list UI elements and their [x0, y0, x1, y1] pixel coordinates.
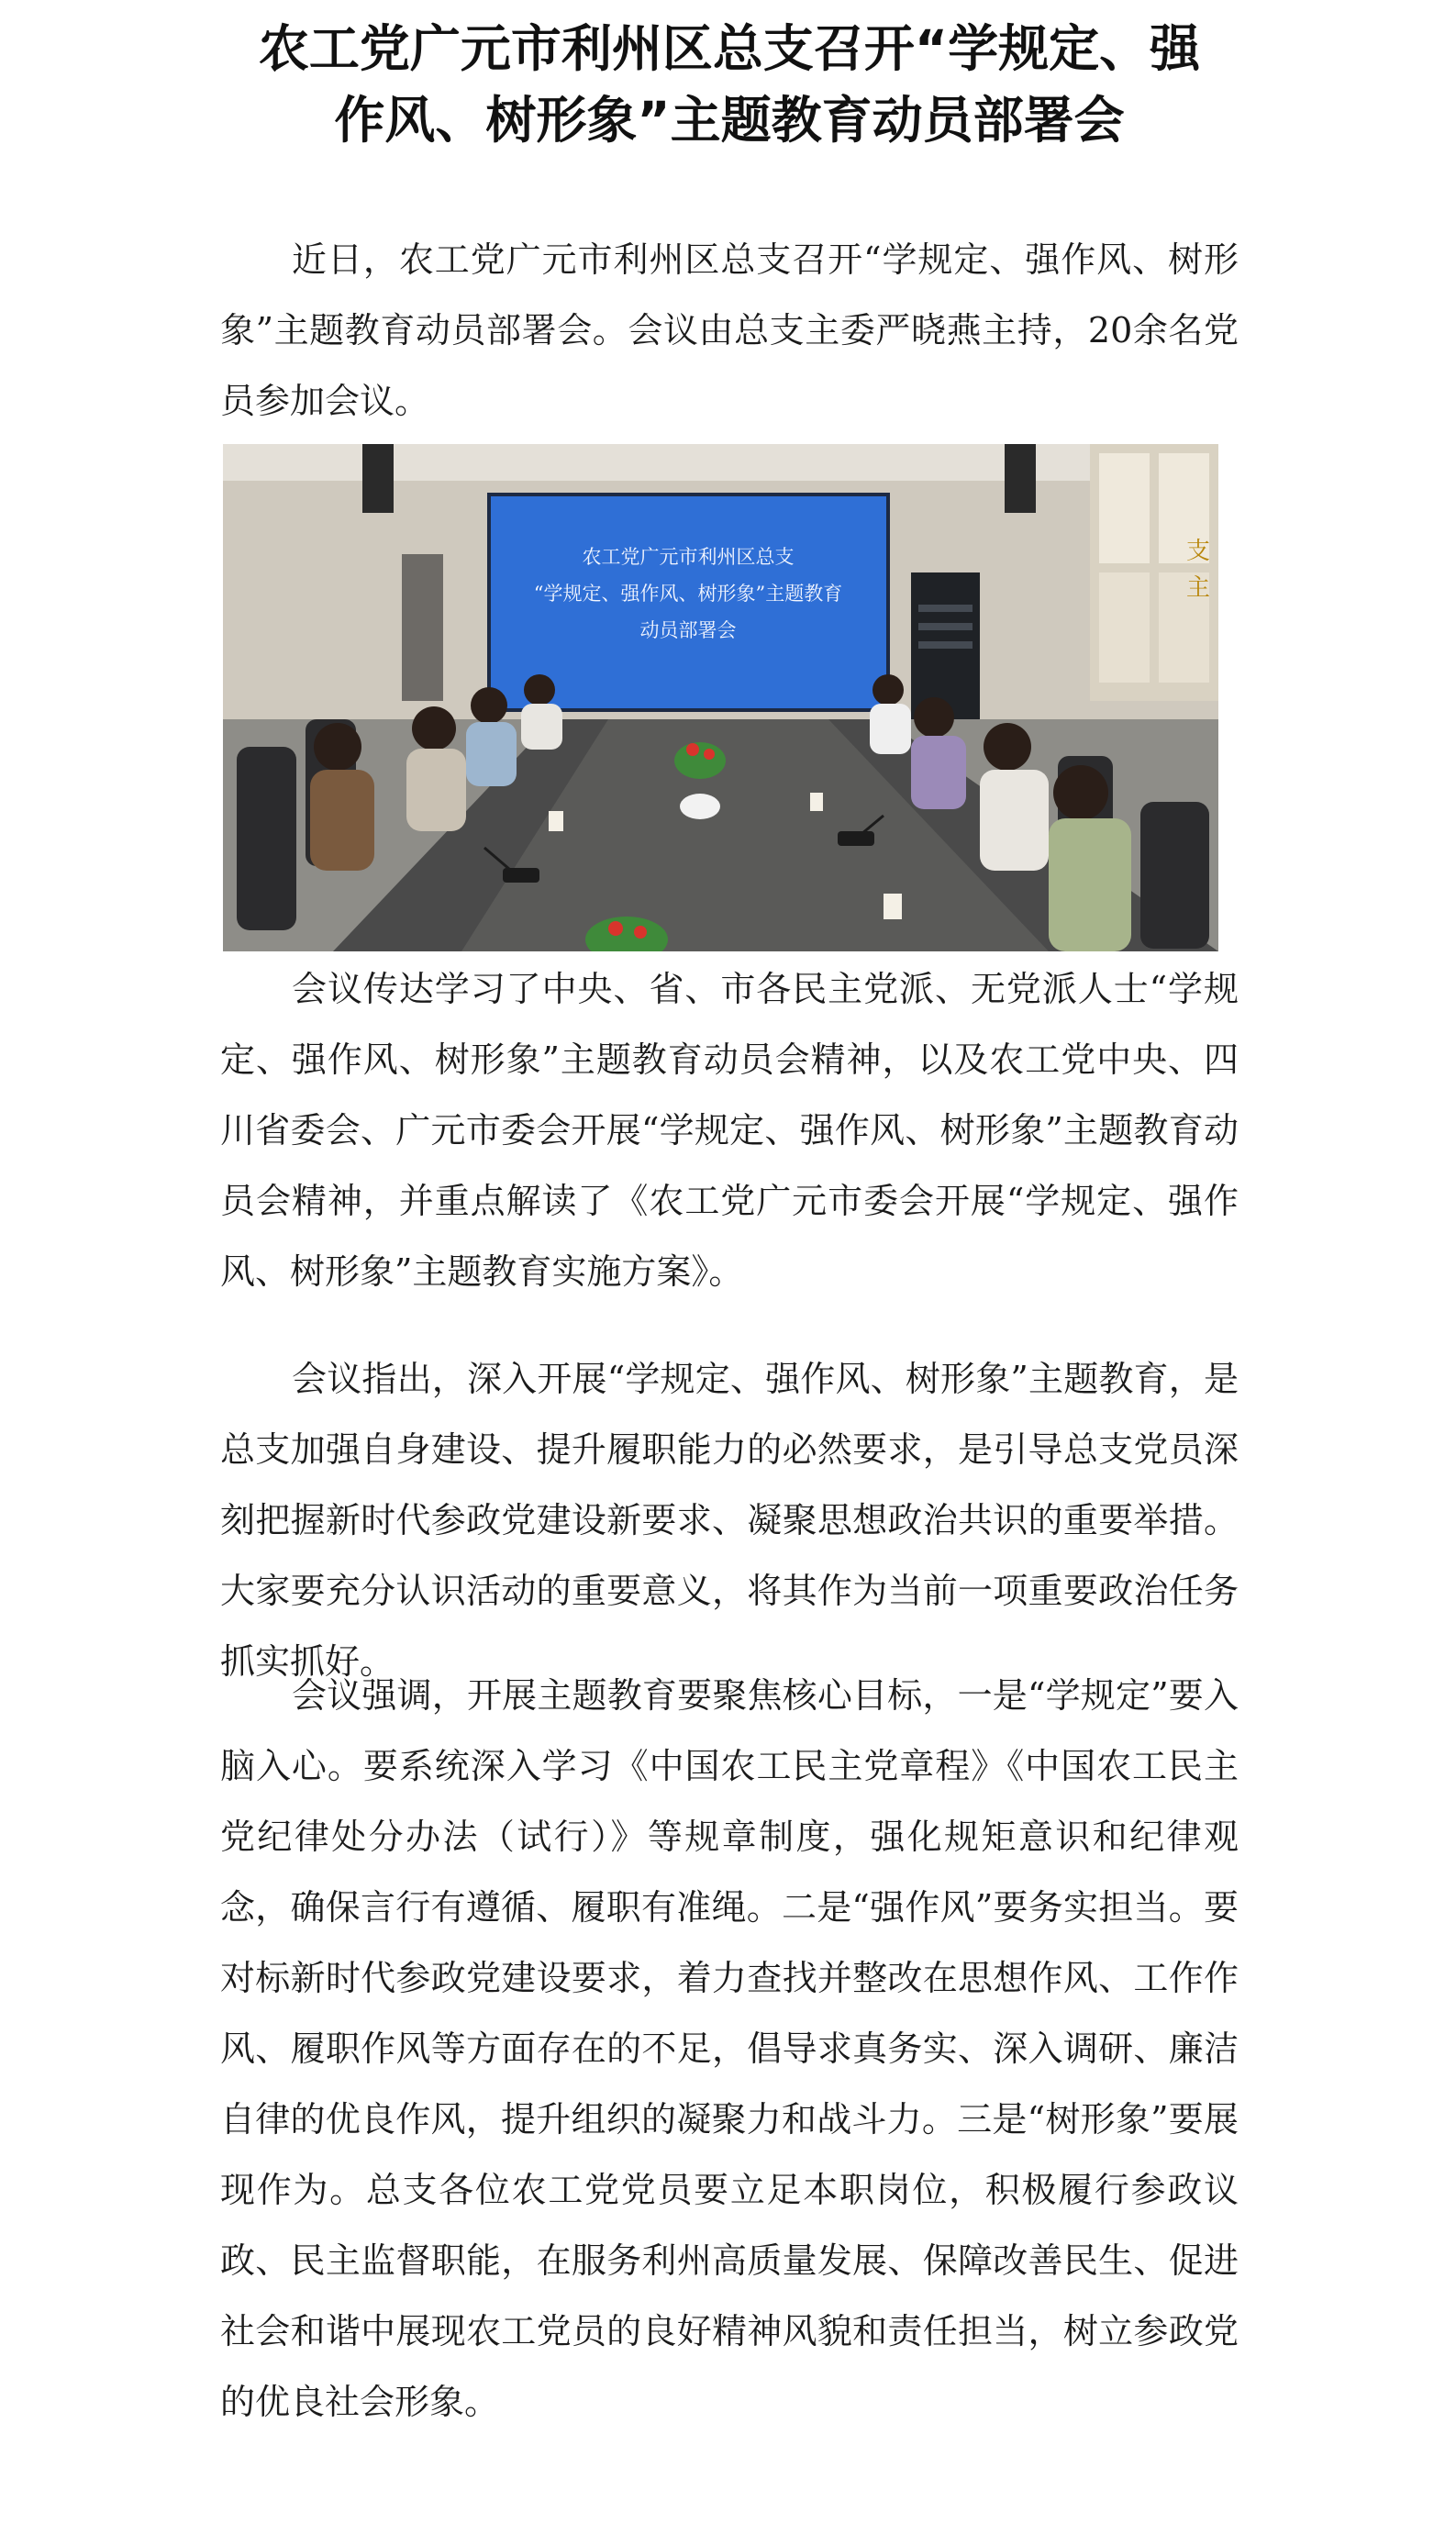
window-sign-char-1: 支: [1186, 538, 1211, 565]
screen-line-2: “学规定、强作风、树形象”主题教育: [533, 583, 843, 605]
paragraph-3: 会议指出，深入开展“学规定、强作风、树形象”主题教育，是总支加强自身建设、提升履职能力的必然要求，是引导总支党员深刻把握新时代参政党建设新要求、凝聚思想政治共识的重要举措。大家要充分认识活动的重要意义，将其作为当前一项重要政治任务抓实抓好。: [220, 1359, 1239, 1682]
title-line-2: 作风、树形象”主题教育动员部署会: [334, 91, 1125, 150]
speaker-right: [1005, 444, 1036, 513]
paragraph-2: 会议传达学习了中央、省、市各民主党派、无党派人士“学规定、强作风、树形象”主题教育动员会精神，以及农工党中央、四川省委会、广元市委会开展“学规定、强作风、树形象”主题教育动员会精神，并重点解读了《农工党广元市委会开展“学规定、强作风、树形象”主题教育实施方案》。: [220, 969, 1239, 1292]
speaker-left: [362, 444, 394, 513]
screen-line-3: 动员部署会: [639, 619, 737, 641]
article-title: [183, 13, 1275, 156]
meeting-photo: [223, 444, 1218, 951]
flower-pot: [674, 742, 726, 779]
screen-line-1: 农工党广元市利州区总支: [582, 546, 795, 568]
title-line-1: 农工党广元市利州区总支召开“学规定、强: [258, 19, 1201, 78]
window-sign-char-2: 主: [1186, 574, 1211, 602]
paragraph-4: 会议强调，开展主题教育要聚焦核心目标，一是“学规定”要入脑入心。要系统深入学习《中国农工民主党章程》《中国农工民主党纪律处分办法（试行）》等规章制度，强化规矩意识和纪律观念，确保言行有遵循、履职有准绳。二是“强作风”要务实担当。要对标新时代参政党建设要求，着力查找并整改在思想作风、工作作风、履职作风等方面存在的不足，倡导求真务实、深入调研、廉洁自律的优良作风，提升组织的凝聚力和战斗力。三是“树形象”要展现作为。总支各位农工党党员要立足本职岗位，积极履行参政议政、民主监督职能，在服务利州高质量发展、保障改善民生、促进社会和谐中展现农工党员的良好精神风貌和责任担当，树立参政党的优良社会形象。: [220, 1675, 1239, 2422]
paragraph-1: 近日，农工党广元市利州区总支召开“学规定、强作风、树形象”主题教育动员部署会。会议由总支主委严晓燕主持，20余名党员参加会议。: [220, 239, 1239, 421]
